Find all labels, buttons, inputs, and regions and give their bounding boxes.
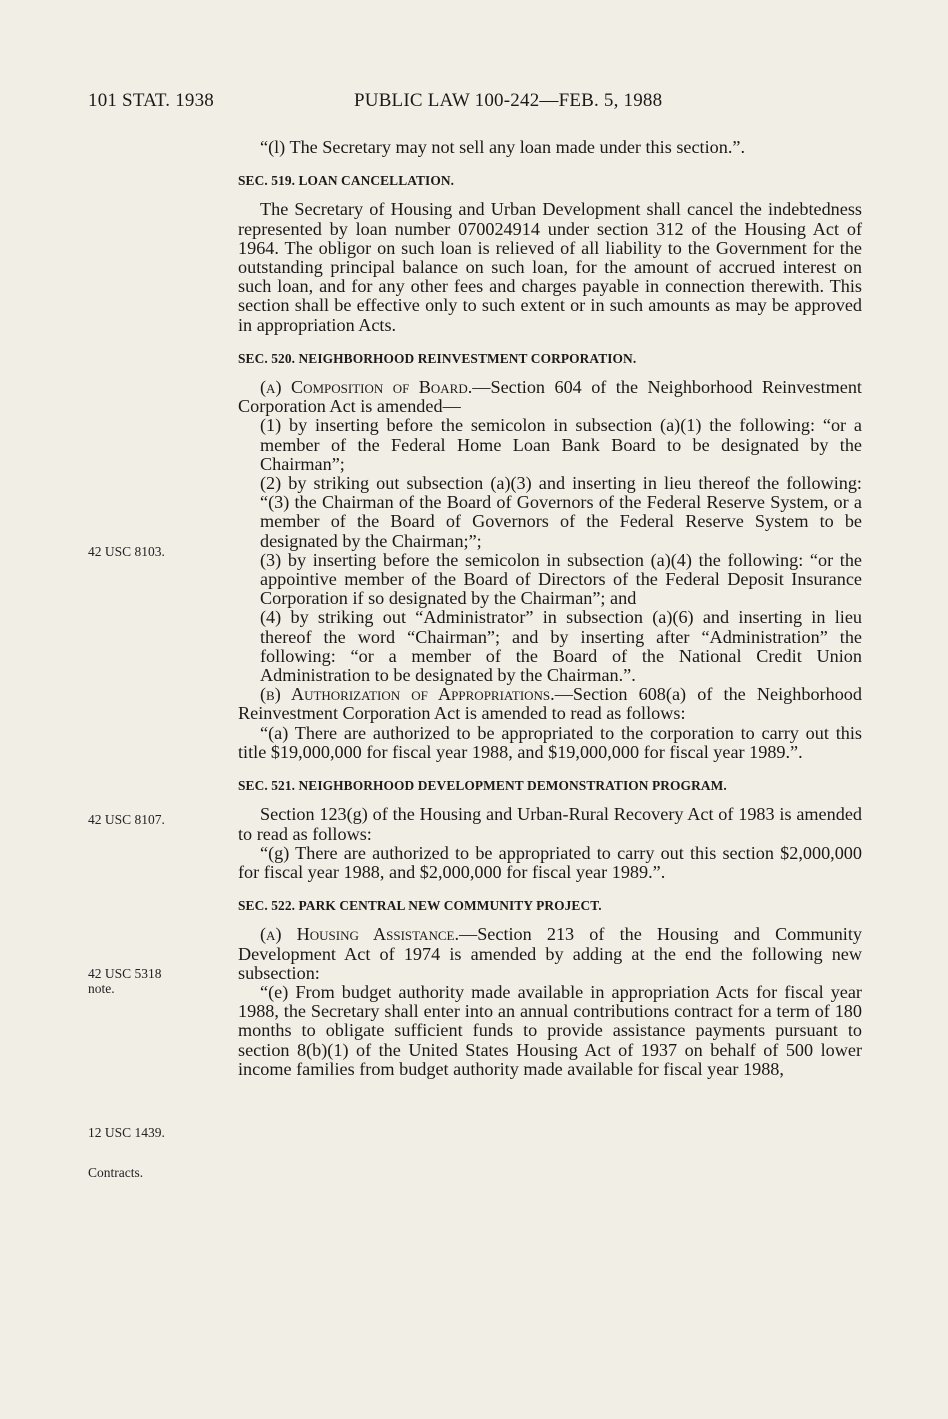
margin-note-citation: 42 USC 5318	[88, 966, 162, 981]
subsection-a-text: Section 604 of the Neighborhood Reinvestment Corporation Act is amended—	[238, 377, 862, 417]
paragraph-l: “(l) The Secretary may not sell any loan made under this section.”.	[260, 137, 746, 157]
subsection-a-heading: (a) Composition of Board.—	[260, 377, 491, 398]
section-522-a-heading: (a) Housing Assistance.—	[260, 924, 478, 945]
margin-note-42-usc-5318	[88, 966, 162, 996]
margin-note-contracts: Contracts.	[88, 1165, 144, 1180]
public-law-citation: PUBLIC LAW 100-242—FEB. 5, 1988	[354, 90, 663, 111]
section-520-heading: SEC. 520. NEIGHBORHOOD REINVESTMENT CORPORATION.	[238, 350, 637, 366]
section-521-heading: SEC. 521. NEIGHBORHOOD DEVELOPMENT DEMONSTRATION PROGRAM.	[238, 778, 727, 794]
margin-note-42-usc-8103: 42 USC 8103.	[88, 544, 165, 559]
amendment-item-1: (1) by inserting before the semicolon in subsection (a)(1) the following: “or a member of the Federal Home Loan Bank Board to be designated by the Chairman”;	[260, 415, 862, 474]
body-text	[238, 138, 862, 1079]
statute-page-number: 101 STAT. 1938	[88, 90, 215, 111]
section-522-heading: SEC. 522. PARK CENTRAL NEW COMMUNITY PROJECT.	[238, 898, 602, 914]
amendment-item-4: (4) by striking out “Administrator” in subsection (a)(6) and inserting in lieu thereof the word “Chairman”; and by inserting after “Administration” the following: “or a member of the Board of the National Credit Union Administration to be designated by the Chairman.”.	[260, 607, 862, 686]
subsection-a-composition	[238, 378, 862, 416]
section-519-text: The Secretary of Housing and Urban Development shall cancel the indebtedness represented by loan number 070024914 under section 312 of the Housing Act of 1964. The obligor on such loan is relieved of all liability to the Government for the outstanding principal balance on such loan, for the amount of accrued interest on such loan, and for any other fees and charges payable in connection therewith. This section shall be effective only to such extent or in such amounts as may be approved in appropriation Acts.	[238, 199, 862, 335]
margin-note-42-usc-8107: 42 USC 8107.	[88, 812, 165, 827]
subsection-b-quote: “(a) There are authorized to be appropriated to the corporation to carry out this title $19,000,000 for fiscal year 1988, and $19,000,000 for fiscal year 1989.”.	[238, 722, 862, 762]
section-522-subsection-e: “(e) From budget authority made available in appropriation Acts for fiscal year 1988, the Secretary shall enter into an annual contributions contract for a term of 180 months to obligate sufficient funds to provide assistance payments pursuant to section 8(b)(1) of the United States Housing Act of 1937 on behalf of 500 lower income families from budget authority made available for fiscal year 1988,	[238, 981, 862, 1079]
margin-note-suffix: note.	[88, 981, 115, 996]
margin-note-12-usc-1439: 12 USC 1439.	[88, 1125, 165, 1140]
subsection-b-text: Section 608(a) of the Neighborhood Reinvestment Corporation Act is amended to read as follows:	[238, 684, 862, 724]
section-522-subsection-a	[238, 925, 862, 983]
subsection-b-heading: (b) Authorization of Appropriations.—	[260, 684, 573, 705]
section-519-heading: SEC. 519. LOAN CANCELLATION.	[238, 173, 455, 189]
subsection-b-authorization	[238, 685, 862, 723]
amendment-item-3: (3) by inserting before the semicolon in subsection (a)(4) the following: “or the appointive member of the Board of Directors of the Federal Deposit Insurance Corporation if so designated by the Chairman”; and	[260, 549, 862, 609]
section-521-quote: “(g) There are authorized to be appropriated to carry out this section $2,000,000 for fiscal year 1988, and $2,000,000 for fiscal year 1989.”.	[238, 842, 862, 882]
amendment-item-2: (2) by striking out subsection (a)(3) and inserting in lieu thereof the following: “(3) the Chairman of the Board of Governors of the Federal Reserve System, or a member of the Board of Governors of the Federal Reserve System to be designated by the Chairman;”;	[260, 473, 862, 551]
section-522-a-text: Section 213 of the Housing and Community Development Act of 1974 is amended by adding at the end the following new subsection:	[238, 924, 862, 983]
section-521-text: Section 123(g) of the Housing and Urban-Rural Recovery Act of 1983 is amended to read as follows:	[238, 804, 862, 844]
